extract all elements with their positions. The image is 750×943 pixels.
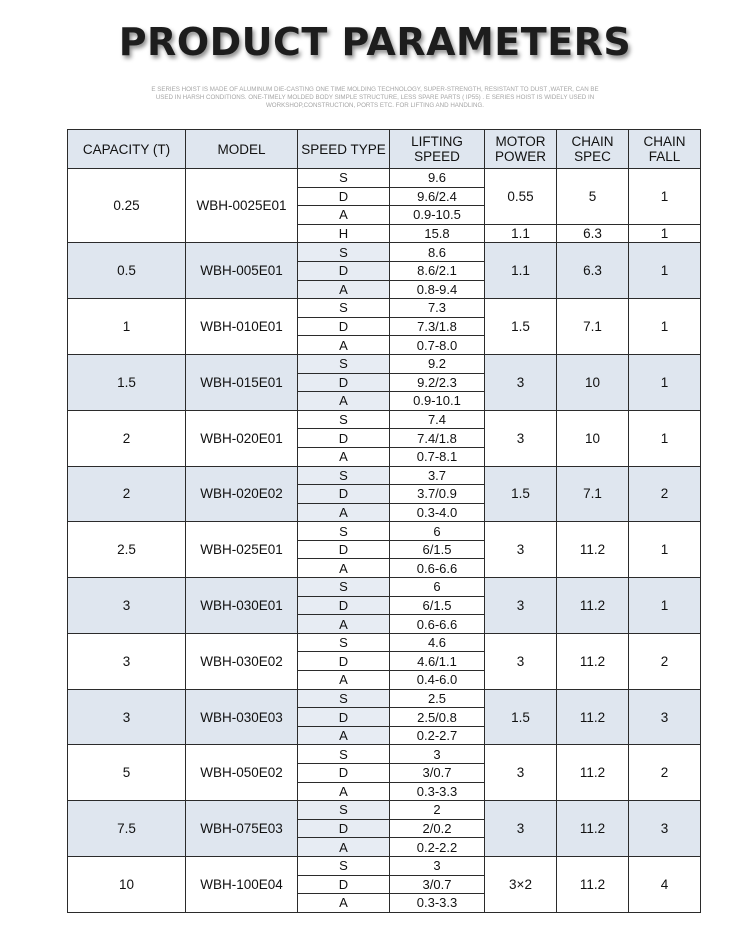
speed-type-cell: S <box>298 354 390 373</box>
speed-type-cell: S <box>298 243 390 262</box>
chain-fall-cell: 2 <box>629 745 701 801</box>
table-row <box>68 801 701 820</box>
table-row <box>68 578 701 597</box>
lifting-speed-cell: 3.7/0.9 <box>390 485 485 504</box>
model-cell: WBH-050E02 <box>186 745 298 801</box>
page-title: PRODUCT PARAMETERS <box>118 20 632 64</box>
capacity-cell: 1 <box>68 299 186 355</box>
chain-spec-cell: 5 <box>557 169 629 225</box>
chain-spec-cell: 11.2 <box>557 689 629 745</box>
speed-type-cell: A <box>298 336 390 355</box>
speed-type-cell: D <box>298 875 390 894</box>
table-header-row <box>68 130 701 169</box>
motor-power-cell: 3 <box>485 633 557 689</box>
chain-fall-cell: 4 <box>629 856 701 912</box>
chain-spec-cell: 11.2 <box>557 578 629 634</box>
speed-type-cell: A <box>298 447 390 466</box>
lifting-speed-cell: 3/0.7 <box>390 764 485 783</box>
model-cell: WBH-010E01 <box>186 299 298 355</box>
lifting-speed-cell: 4.6/1.1 <box>390 652 485 671</box>
lifting-speed-cell: 0.3-3.3 <box>390 894 485 913</box>
table-row <box>68 299 701 318</box>
speed-type-cell: D <box>298 429 390 448</box>
lifting-speed-cell: 0.2-2.7 <box>390 726 485 745</box>
chain-spec-cell: 10 <box>557 354 629 410</box>
lifting-speed-cell: 0.2-2.2 <box>390 838 485 857</box>
chain-spec-cell: 11.2 <box>557 801 629 857</box>
capacity-cell: 2 <box>68 466 186 522</box>
lifting-speed-cell: 0.3-4.0 <box>390 503 485 522</box>
speed-type-cell: A <box>298 894 390 913</box>
lifting-speed-cell: 9.2 <box>390 354 485 373</box>
lifting-speed-cell: 8.6/2.1 <box>390 261 485 280</box>
model-cell: WBH-030E02 <box>186 633 298 689</box>
speed-type-cell: H <box>298 224 390 243</box>
speed-type-cell: S <box>298 801 390 820</box>
lifting-speed-cell: 6/1.5 <box>390 540 485 559</box>
speed-type-cell: S <box>298 578 390 597</box>
speed-type-cell: S <box>298 169 390 188</box>
speed-type-cell: D <box>298 764 390 783</box>
lifting-speed-cell: 6 <box>390 522 485 541</box>
chain-spec-cell: 11.2 <box>557 856 629 912</box>
speed-type-cell: A <box>298 280 390 299</box>
speed-type-cell: D <box>298 819 390 838</box>
table-row <box>68 243 701 262</box>
lifting-speed-cell: 0.7-8.0 <box>390 336 485 355</box>
motor-power-cell: 1.5 <box>485 466 557 522</box>
lifting-speed-cell: 0.6-6.6 <box>390 615 485 634</box>
motor-power-cell: 3 <box>485 410 557 466</box>
header-lifting-speed: LIFTING SPEED <box>390 130 485 169</box>
lifting-speed-cell: 3.7 <box>390 466 485 485</box>
motor-power-cell: 3 <box>485 745 557 801</box>
lifting-speed-cell: 2.5/0.8 <box>390 708 485 727</box>
header-speed-type: SPEED TYPE <box>298 130 390 169</box>
capacity-cell: 0.5 <box>68 243 186 299</box>
chain-fall-cell: 1 <box>629 522 701 578</box>
capacity-cell: 2.5 <box>68 522 186 578</box>
table-row <box>68 410 701 429</box>
speed-type-cell: A <box>298 206 390 225</box>
table-row <box>68 466 701 485</box>
chain-spec-cell: 7.1 <box>557 299 629 355</box>
model-cell: WBH-015E01 <box>186 354 298 410</box>
model-cell: WBH-020E02 <box>186 466 298 522</box>
motor-power-cell: 3 <box>485 801 557 857</box>
motor-power-cell: 1.5 <box>485 689 557 745</box>
capacity-cell: 1.5 <box>68 354 186 410</box>
lifting-speed-cell: 6 <box>390 578 485 597</box>
motor-power-cell: 3×2 <box>485 856 557 912</box>
table-row <box>68 633 701 652</box>
table-row <box>68 169 701 188</box>
speed-type-cell: D <box>298 373 390 392</box>
speed-type-cell: S <box>298 410 390 429</box>
lifting-speed-cell: 8.6 <box>390 243 485 262</box>
chain-fall-cell: 1 <box>629 243 701 299</box>
motor-power-cell: 1.1 <box>485 224 557 243</box>
chain-spec-cell: 10 <box>557 410 629 466</box>
chain-spec-cell: 7.1 <box>557 466 629 522</box>
chain-spec-cell: 6.3 <box>557 243 629 299</box>
speed-type-cell: S <box>298 689 390 708</box>
header-model: MODEL <box>186 130 298 169</box>
lifting-speed-cell: 0.9-10.5 <box>390 206 485 225</box>
chain-fall-cell: 1 <box>629 410 701 466</box>
lifting-speed-cell: 0.4-6.0 <box>390 671 485 690</box>
lifting-speed-cell: 2.5 <box>390 689 485 708</box>
capacity-cell: 10 <box>68 856 186 912</box>
table-row <box>68 522 701 541</box>
table-body <box>68 169 701 913</box>
motor-power-cell: 3 <box>485 522 557 578</box>
capacity-cell: 5 <box>68 745 186 801</box>
speed-type-cell: A <box>298 392 390 411</box>
lifting-speed-cell: 2 <box>390 801 485 820</box>
chain-fall-cell: 3 <box>629 801 701 857</box>
speed-type-cell: D <box>298 708 390 727</box>
speed-type-cell: S <box>298 522 390 541</box>
lifting-speed-cell: 0.7-8.1 <box>390 447 485 466</box>
lifting-speed-cell: 7.3/1.8 <box>390 317 485 336</box>
table-row <box>68 689 701 708</box>
capacity-cell: 3 <box>68 578 186 634</box>
speed-type-cell: A <box>298 559 390 578</box>
speed-type-cell: S <box>298 633 390 652</box>
lifting-speed-cell: 3/0.7 <box>390 875 485 894</box>
model-cell: WBH-030E01 <box>186 578 298 634</box>
chain-spec-cell: 11.2 <box>557 745 629 801</box>
lifting-speed-cell: 4.6 <box>390 633 485 652</box>
speed-type-cell: D <box>298 187 390 206</box>
chain-fall-cell: 3 <box>629 689 701 745</box>
capacity-cell: 3 <box>68 689 186 745</box>
lifting-speed-cell: 0.3-3.3 <box>390 782 485 801</box>
chain-fall-cell: 1 <box>629 354 701 410</box>
lifting-speed-cell: 0.8-9.4 <box>390 280 485 299</box>
lifting-speed-cell: 9.2/2.3 <box>390 373 485 392</box>
lifting-speed-cell: 7.4 <box>390 410 485 429</box>
header-motor-power: MOTOR POWER <box>485 130 557 169</box>
model-cell: WBH-005E01 <box>186 243 298 299</box>
speed-type-cell: D <box>298 596 390 615</box>
product-parameters-table <box>67 129 701 913</box>
chain-fall-cell: 2 <box>629 633 701 689</box>
chain-fall-cell: 2 <box>629 466 701 522</box>
model-cell: WBH-100E04 <box>186 856 298 912</box>
speed-type-cell: A <box>298 726 390 745</box>
speed-type-cell: D <box>298 485 390 504</box>
model-cell: WBH-020E01 <box>186 410 298 466</box>
speed-type-cell: S <box>298 856 390 875</box>
motor-power-cell: 3 <box>485 578 557 634</box>
chain-fall-cell: 1 <box>629 169 701 225</box>
chain-fall-cell: 1 <box>629 578 701 634</box>
speed-type-cell: A <box>298 615 390 634</box>
speed-type-cell: D <box>298 540 390 559</box>
speed-type-cell: A <box>298 838 390 857</box>
table-row <box>68 745 701 764</box>
header-capacity: CAPACITY (T) <box>68 130 186 169</box>
table-row <box>68 354 701 373</box>
lifting-speed-cell: 3 <box>390 745 485 764</box>
chain-fall-cell: 1 <box>629 299 701 355</box>
chain-fall-cell: 1 <box>629 224 701 243</box>
motor-power-cell: 1.1 <box>485 243 557 299</box>
model-cell: WBH-025E01 <box>186 522 298 578</box>
speed-type-cell: S <box>298 466 390 485</box>
speed-type-cell: D <box>298 261 390 280</box>
lifting-speed-cell: 3 <box>390 856 485 875</box>
capacity-cell: 7.5 <box>68 801 186 857</box>
chain-spec-cell: 11.2 <box>557 522 629 578</box>
chain-spec-cell: 6.3 <box>557 224 629 243</box>
capacity-cell: 0.25 <box>68 169 186 243</box>
lifting-speed-cell: 9.6/2.4 <box>390 187 485 206</box>
speed-type-cell: A <box>298 782 390 801</box>
lifting-speed-cell: 2/0.2 <box>390 819 485 838</box>
lifting-speed-cell: 9.6 <box>390 169 485 188</box>
model-cell: WBH-075E03 <box>186 801 298 857</box>
speed-type-cell: A <box>298 671 390 690</box>
header-chain-fall: CHAIN FALL <box>629 130 701 169</box>
lifting-speed-cell: 15.8 <box>390 224 485 243</box>
lifting-speed-cell: 7.3 <box>390 299 485 318</box>
product-description: E SERIES HOIST IS MADE OF ALUMINUM DIE-CASTING ONE TIME MOLDING TECHNOLOGY, SUPER-STRENGTH, RESISTANT TO DUST ,WATER, CAN BE USED IN HARSH CONDITIONS. ONE-TIMELY MOLDED BODY SIMPLE STRUCTURE, LESS SPARE PARTS ( IP55) . E SERIES HOIST IS WIDELY USED IN WORKSHOP,CONSTRUCTION, PORTS ETC. FOR LIFTING AND HANDLING. <box>151 86 599 109</box>
lifting-speed-cell: 0.6-6.6 <box>390 559 485 578</box>
speed-type-cell: S <box>298 299 390 318</box>
speed-type-cell: D <box>298 317 390 336</box>
motor-power-cell: 0.55 <box>485 169 557 225</box>
model-cell: WBH-030E03 <box>186 689 298 745</box>
capacity-cell: 3 <box>68 633 186 689</box>
motor-power-cell: 3 <box>485 354 557 410</box>
chain-spec-cell: 11.2 <box>557 633 629 689</box>
speed-type-cell: D <box>298 652 390 671</box>
speed-type-cell: A <box>298 503 390 522</box>
speed-type-cell: S <box>298 745 390 764</box>
motor-power-cell: 1.5 <box>485 299 557 355</box>
capacity-cell: 2 <box>68 410 186 466</box>
header-chain-spec: CHAIN SPEC <box>557 130 629 169</box>
table-row <box>68 856 701 875</box>
lifting-speed-cell: 7.4/1.8 <box>390 429 485 448</box>
lifting-speed-cell: 6/1.5 <box>390 596 485 615</box>
model-cell: WBH-0025E01 <box>186 169 298 243</box>
lifting-speed-cell: 0.9-10.1 <box>390 392 485 411</box>
